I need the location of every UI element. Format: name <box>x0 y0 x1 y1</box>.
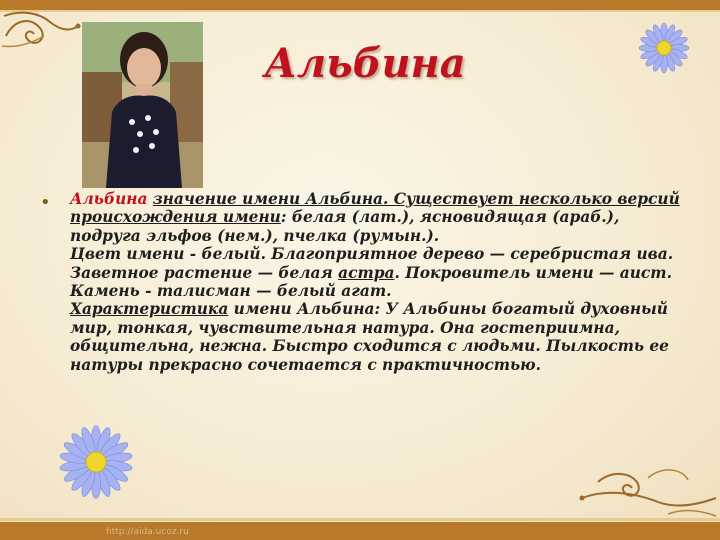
bullet-marker: • <box>40 192 51 213</box>
color-tree-text: Цвет имени - белый. Благоприятное дерево — серебристая ива. Заветное растение — белая <box>70 245 674 282</box>
portrait-photo <box>82 22 203 188</box>
name-lead: Альбина <box>70 190 148 208</box>
characteristic-link[interactable]: Характеристика <box>70 300 229 319</box>
meaning-link[interactable]: значение имени Альбина. Существует несколько версий происхождения имени <box>70 190 680 227</box>
watermark-url: http://aida.ucoz.ru <box>106 527 189 537</box>
patron-stone-text: . Покровитель имени — аист. Камень - талисман — белый агат. <box>70 263 672 301</box>
gold-swirl-ornament-icon <box>578 458 720 520</box>
gold-swirl-ornament-icon <box>0 6 82 52</box>
blue-aster-flower-icon <box>58 424 134 500</box>
body-paragraph <box>70 190 690 374</box>
aster-link[interactable]: астра <box>338 263 395 282</box>
character-text: имени Альбина: У Альбины богатый духовный мир, тонкая, чувствительная натура. Она гостеприимна, общительна, нежна. Быстро сходится с людьми. Пылкость ее натуры прекрасно сочетается с практичностью. <box>70 300 669 374</box>
top-frame-line <box>0 10 720 12</box>
top-frame-bar <box>0 0 720 10</box>
slide-title: Альбина <box>264 40 466 87</box>
body-text-block <box>40 190 690 374</box>
blue-aster-flower-icon <box>638 22 690 74</box>
origin-text: : белая (лат.), ясновидящая (араб.), подруга эльфов (нем.), пчелка (румын.). <box>70 208 620 245</box>
